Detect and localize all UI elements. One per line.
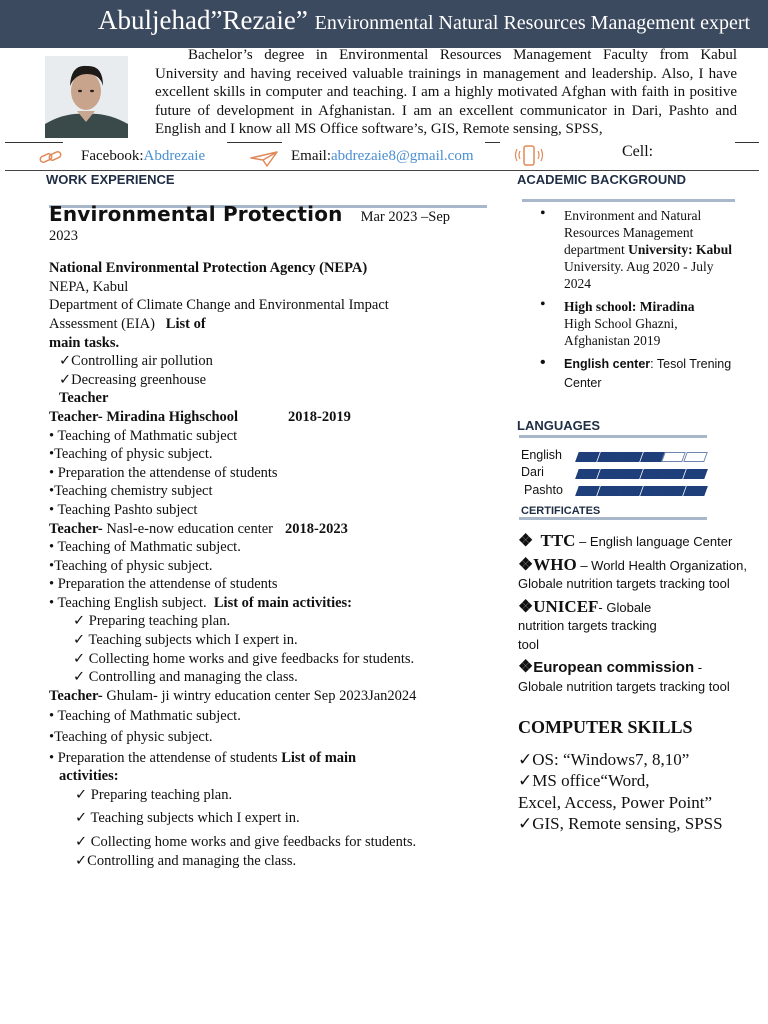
person-name: Abuljehad”Rezaie” [98, 5, 308, 35]
language-level-segment [575, 452, 600, 462]
activity-item: ✓ Teaching subjects which I expert in. [73, 632, 298, 649]
divider [485, 142, 500, 143]
department-text: Assessment (EIA) [49, 315, 155, 332]
list-item [49, 594, 479, 613]
cert-desc: – World Health Organization, [576, 557, 747, 573]
languages-underline [519, 435, 707, 438]
language-level-segment [618, 486, 643, 496]
languages-heading: LANGUAGES [517, 418, 601, 433]
phone-icon [514, 144, 544, 168]
certificates-heading: CERTIFICATES [521, 505, 601, 517]
header-banner [0, 0, 768, 48]
list-item-text: • Preparation the attendense of students [49, 749, 278, 766]
job-heading [49, 408, 479, 427]
school-label: High school: Miradina [564, 299, 695, 314]
language-level-segment [618, 469, 643, 479]
department-line-2 [49, 315, 479, 334]
center-details: : Tesol Trening Center [564, 357, 732, 390]
language-level-segment [661, 452, 686, 462]
uni-dept: Environment and Natural Resources Management department [564, 208, 702, 257]
uni-label: University: Kabul [628, 242, 732, 257]
cert-desc: – English language Center [575, 534, 733, 549]
activity-item: ✓ Collecting home works and give feedbacks for students. [75, 834, 417, 850]
work-experience-section [49, 202, 479, 870]
skill-item: ✓OS: “Windows7, 8,10” [518, 749, 690, 769]
academic-heading: ACADEMIC BACKGROUND [517, 172, 686, 187]
diamond-bullet-icon: ❖ [518, 554, 534, 574]
academic-section [540, 207, 740, 399]
list-item: •Teaching of physic subject. [49, 557, 213, 574]
job-title: Environmental Protection [49, 202, 343, 226]
academic-item [540, 298, 740, 349]
job-dates-year: 2023 [49, 227, 78, 244]
activities-label: List of main activities: [213, 594, 353, 611]
language-name: Pashto [524, 483, 563, 497]
contact-bar [5, 142, 759, 172]
activities-label-2: activities: [59, 768, 119, 785]
bullet-icon: • [540, 354, 546, 371]
language-level-segment [661, 469, 686, 479]
school-details: High School Ghazni, Afghanistan 2019 [564, 316, 678, 348]
certificates-underline [519, 517, 707, 520]
email-link[interactable]: abdrezaie8@gmail.com [331, 148, 474, 164]
language-level-segment [661, 486, 686, 496]
tasks-label-2: main tasks. [49, 334, 120, 351]
certificate-item [518, 556, 754, 594]
list-item: • Preparation the attendense of students [49, 464, 278, 481]
divider [5, 142, 63, 143]
cert-desc: - [694, 660, 703, 675]
certificate-item [518, 658, 754, 696]
cert-desc-2: Globale nutrition targets tracking tool [518, 576, 730, 591]
list-item: ✓Controlling air pollution [59, 353, 213, 370]
language-level-segment [575, 486, 600, 496]
list-item: • Teaching Pashto subject [49, 501, 198, 518]
profile-summary [155, 46, 737, 139]
diamond-bullet-icon: ❖ [518, 657, 534, 676]
language-level-segment [683, 452, 708, 462]
tasks-label: List of [165, 315, 206, 332]
language-name: English [521, 448, 562, 462]
job-title: Nasl-e-now education center [102, 520, 274, 537]
cert-name: UNICEF [533, 596, 599, 616]
work-experience-heading: WORK EXPERIENCE [46, 172, 175, 187]
facebook-label: Facebook: [81, 148, 144, 164]
org-name: National Environmental Protection Agency (NEPA) [49, 260, 368, 277]
teacher-heading: Teacher [59, 390, 109, 407]
job-heading [49, 202, 479, 227]
list-item: ✓Decreasing greenhouse [59, 371, 207, 388]
activity-item: ✓ Preparing teaching plan. [75, 786, 233, 803]
activity-item: ✓Controlling and managing the class. [75, 852, 297, 869]
list-item: • Teaching of Mathmatic subject. [49, 539, 241, 556]
activity-item: ✓ Collecting home works and give feedbacks for students. [73, 650, 415, 667]
divider [5, 170, 759, 171]
list-item-text: • Teaching English subject. [49, 594, 207, 611]
header-name-line [98, 5, 750, 36]
language-name: Dari [521, 465, 544, 479]
job-heading [49, 520, 479, 539]
language-level-segment [575, 469, 600, 479]
certificate-item [518, 598, 658, 655]
skill-item: ✓MS office“Word, [518, 771, 650, 790]
academic-list [540, 207, 740, 393]
center-label: English center [564, 357, 651, 371]
language-level-segment [683, 486, 708, 496]
skill-item: Excel, Access, Power Point” [518, 792, 713, 812]
certificates-section [518, 532, 754, 696]
facebook-link[interactable]: Abdrezaie [143, 148, 206, 164]
cert-name: TTC [540, 531, 576, 550]
email-contact[interactable] [291, 148, 474, 165]
uni-details: University. Aug 2020 - July 2024 [564, 259, 714, 291]
cert-name: European commission [533, 659, 695, 676]
job-dates: 2018-2019 [288, 408, 351, 425]
org-location: NEPA, Kabul [49, 278, 129, 295]
activity-item: ✓ Controlling and managing the class. [73, 669, 298, 686]
department-line: Department of Climate Change and Environmental Impact [49, 297, 389, 314]
job-role: Environmental Natural Resources Management expert [314, 12, 751, 34]
cert-desc-2: Globale nutrition targets tracking tool [518, 678, 730, 694]
job-title: Teacher- Miradina Highschool [49, 408, 239, 425]
computer-skills-heading: COMPUTER SKILLS [518, 717, 693, 737]
academic-item [540, 355, 740, 393]
job-dates: 2018-2023 [285, 520, 348, 537]
list-item: •Teaching of physic subject. [49, 729, 213, 746]
cell-label: Cell: [622, 143, 654, 160]
diamond-bullet-icon: ❖ [518, 531, 534, 550]
facebook-contact[interactable] [81, 148, 205, 165]
job-title-bold: Teacher- [49, 687, 103, 704]
list-item: •Teaching of physic subject. [49, 446, 213, 463]
computer-skills-section [518, 717, 758, 835]
list-item: • Teaching of Mathmatic subject [49, 427, 238, 444]
job-heading [49, 687, 479, 706]
cert-name: WHO [533, 554, 577, 574]
job-title-bold: Teacher- [49, 520, 103, 537]
job-dates: Mar 2023 –Sep [360, 209, 451, 225]
profile-photo [45, 56, 128, 138]
skill-item: ✓GIS, Remote sensing, SPSS [518, 814, 723, 833]
bullet-icon: • [540, 205, 546, 222]
bullet-icon: • [540, 296, 546, 313]
activities-label: List of main [281, 749, 357, 766]
paper-plane-icon [249, 150, 279, 168]
activity-item: ✓ Preparing teaching plan. [73, 613, 231, 630]
language-level-segment [683, 469, 708, 479]
list-item: •Teaching chemistry subject [49, 483, 213, 500]
email-label: Email: [291, 148, 331, 164]
list-item [49, 749, 479, 768]
diamond-bullet-icon: ❖ [518, 596, 534, 616]
link-icon [38, 149, 64, 167]
certificate-item [518, 532, 754, 552]
academic-underline [522, 199, 735, 202]
academic-item [540, 207, 740, 292]
summary-text: Bachelor’s degree in Environmental Resources Management Faculty from Kabul University and having received valuable trainings in management and leadership. Also, I have excellent skills in computer and teaching. I am a highly motivated Afghan with faith in positive future of development in Afghanistan. I am an excellent communicator in Dari, Pashto and English and I know all MS Office software’s, GIS, Remote sensing, SPSS, [155, 47, 737, 137]
divider [227, 142, 282, 143]
list-item: • Preparation the attendense of students [49, 576, 278, 593]
cert-desc: - Globale nutrition targets tracking tool [518, 599, 657, 652]
list-item: • Teaching of Mathmatic subject. [49, 708, 241, 725]
divider [735, 142, 759, 143]
language-level-segment [618, 452, 643, 462]
job-title: Ghulam- ji wintry education center Sep 2023Jan2024 [102, 687, 417, 704]
activity-item: ✓ Teaching subjects which I expert in. [75, 810, 300, 827]
